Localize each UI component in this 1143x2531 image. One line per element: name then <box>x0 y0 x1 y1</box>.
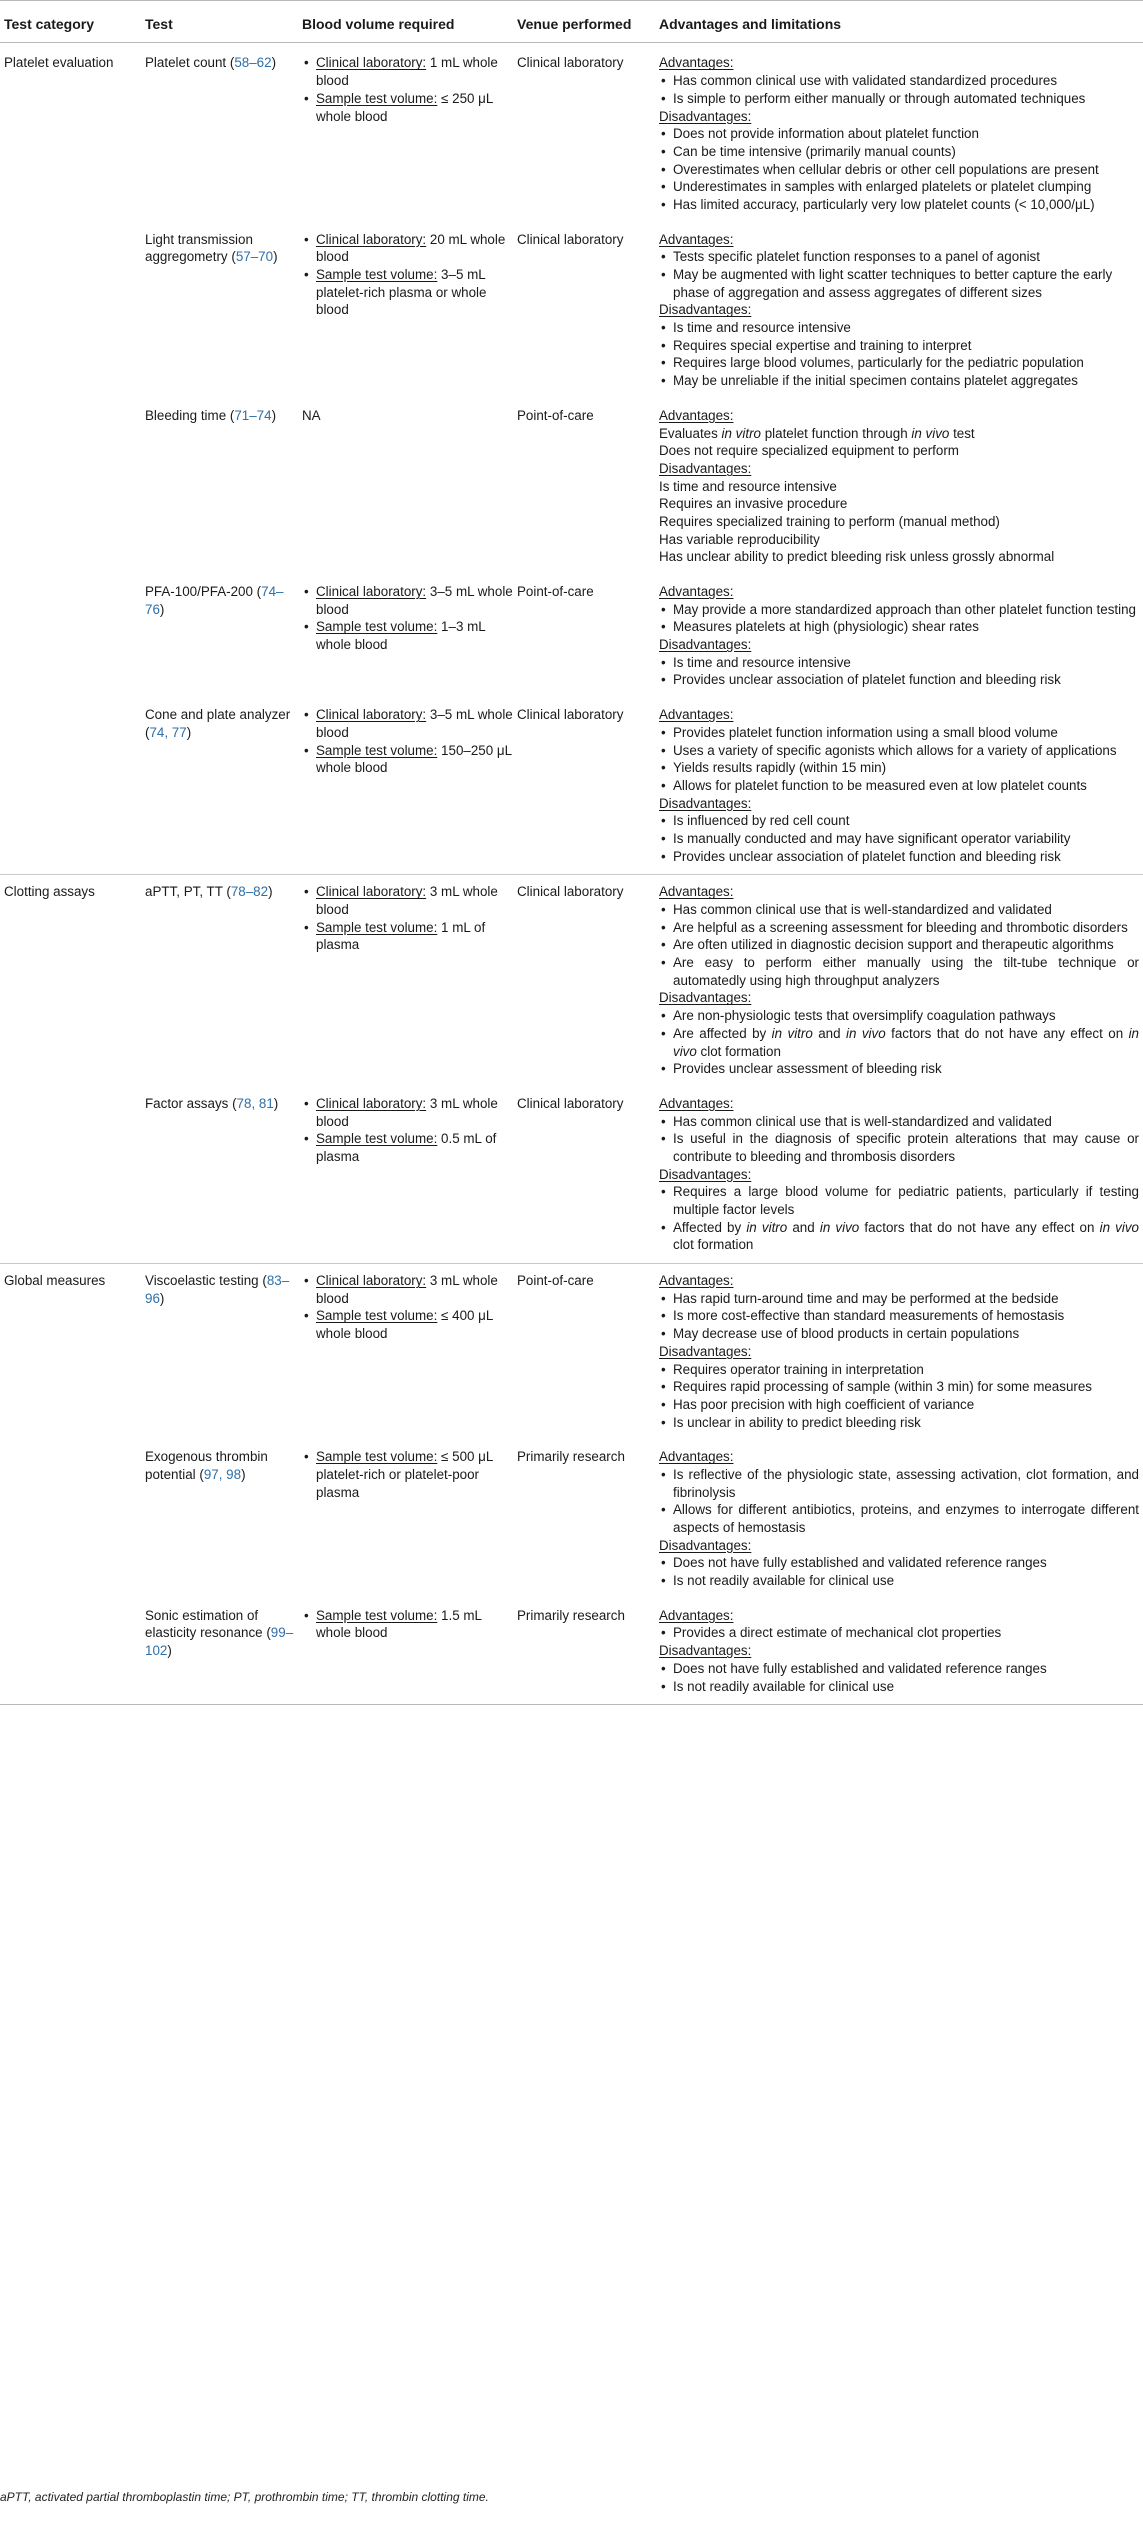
list-item: Is time and resource intensive <box>659 478 837 494</box>
list-item <box>302 231 517 266</box>
blood-volume-label: Clinical laboratory: <box>316 584 427 600</box>
blood-volume-na: NA <box>302 407 321 423</box>
reference-link[interactable]: 74, 77 <box>149 724 187 740</box>
table-row <box>0 43 1143 223</box>
blood-volume-value: 3 mL whole blood <box>316 1273 498 1306</box>
cell-test-category <box>0 875 145 1087</box>
blood-volume-label: Clinical laboratory: <box>316 707 427 723</box>
advantages-list <box>659 1624 1143 1642</box>
list-item <box>302 1095 517 1130</box>
list-item: • Has common clinical use that is well-standardized and validated <box>659 901 1143 919</box>
list-item: • Is unclear in ability to predict bleeding risk <box>659 1414 1143 1432</box>
cell-test-category <box>0 1264 145 1441</box>
venue-text: Point-of-care <box>517 407 594 423</box>
list-item: • Provides unclear association of platelet function and bleeding risk <box>659 671 1143 689</box>
list-item: • Provides platelet function information using a small blood volume <box>659 724 1143 742</box>
table-row <box>0 1440 1143 1599</box>
test-name: PFA-100/PFA-200 <box>145 584 253 600</box>
disadvantages-heading: Disadvantages: <box>659 1166 752 1182</box>
list-item: • Is not readily available for clinical use <box>659 1572 1143 1590</box>
advantages-list <box>659 248 1143 301</box>
disadvantages-heading: Disadvantages: <box>659 302 752 318</box>
advantages-heading: Advantages: <box>659 407 734 423</box>
list-item: • Provides a direct estimate of mechanical clot properties <box>659 1624 1143 1642</box>
list-item: • Has limited accuracy, particularly very low platelet counts (< 10,000/μL) <box>659 196 1143 214</box>
table-row <box>0 1264 1143 1441</box>
cell-blood-volume <box>302 43 517 223</box>
list-item <box>302 54 517 89</box>
venue-text: Point-of-care <box>517 584 594 600</box>
list-item: • Are non-physiologic tests that oversimplify coagulation pathways <box>659 1007 1143 1025</box>
blood-volume-label: Sample test volume: <box>316 90 438 106</box>
list-item: • Requires operator training in interpretation <box>659 1361 1143 1379</box>
cell-test: Sonic estimation of elasticity resonance (99–102) <box>145 1599 302 1705</box>
venue-text: Clinical laboratory <box>517 884 624 900</box>
list-item: • Is reflective of the physiologic state, assessing activation, clot formation, and fibrinolysis <box>659 1466 1143 1501</box>
advantages-list <box>659 1113 1143 1166</box>
list-item: • Is simple to perform either manually or through automated techniques <box>659 90 1143 108</box>
reference-link[interactable]: 71–74 <box>234 407 272 423</box>
blood-volume-label: Sample test volume: <box>316 1131 438 1147</box>
blood-volume-value: 1 mL whole blood <box>316 55 498 89</box>
blood-volume-label: Sample test volume: <box>316 619 438 635</box>
list-item: • Requires rapid processing of sample (within 3 min) for some measures <box>659 1378 1143 1396</box>
cell-blood-volume <box>302 1087 517 1264</box>
disadvantages-heading: Disadvantages: <box>659 1537 752 1553</box>
cell-test-category <box>0 698 145 875</box>
list-item <box>302 90 517 125</box>
cell-advantages-limitations <box>659 1440 1143 1599</box>
table-body <box>0 43 1143 1705</box>
list-item: • May provide a more standardized approach than other platelet function testing <box>659 601 1143 619</box>
list-item: • Yields results rapidly (within 15 min) <box>659 759 1143 777</box>
list-item: • Has common clinical use with validated standardized procedures <box>659 72 1143 90</box>
test-name: Viscoelastic testing <box>145 1273 259 1289</box>
test-category-text: Clotting assays <box>4 884 95 900</box>
cell-blood-volume <box>302 399 517 575</box>
blood-volume-list <box>302 1448 517 1501</box>
list-item: • Can be time intensive (primarily manual counts) <box>659 143 1143 161</box>
cell-test-category <box>0 575 145 698</box>
list-item: Has unclear ability to predict bleeding risk unless grossly abnormal <box>659 549 1055 565</box>
blood-volume-value: 3–5 mL whole blood <box>316 584 513 617</box>
reference-link[interactable]: 78, 81 <box>236 1095 274 1111</box>
blood-volume-value: ≤ 250 μL whole blood <box>316 90 493 124</box>
cell-test: Light transmission aggregometry (57–70) <box>145 231 278 265</box>
advantages-heading: Advantages: <box>659 1449 734 1465</box>
cell-blood-volume <box>302 1440 517 1599</box>
blood-volume-list <box>302 706 517 777</box>
blood-volume-list <box>302 1095 517 1166</box>
cell-venue <box>517 875 659 1087</box>
list-item: • Is not readily available for clinical use <box>659 1678 1143 1696</box>
reference-link[interactable]: 97, 98 <box>203 1466 242 1482</box>
advantages-heading: Advantages: <box>659 707 734 723</box>
reference-link[interactable]: 83–96 <box>145 1273 290 1306</box>
blood-volume-label: Sample test volume: <box>316 1607 438 1623</box>
disadvantages-list <box>659 1660 1143 1695</box>
list-item: Requires an invasive procedure <box>659 496 848 512</box>
list-item: • Underestimates in samples with enlarged platelets or platelet clumping <box>659 178 1143 196</box>
blood-volume-value: ≤ 500 μL platelet-rich or platelet-poor plasma <box>316 1449 493 1500</box>
cell-venue <box>517 223 659 399</box>
list-item: • Does not have fully established and validated reference ranges <box>659 1554 1143 1572</box>
blood-volume-label: Clinical laboratory: <box>316 1095 427 1111</box>
venue-text: Primarily research <box>517 1449 625 1465</box>
disadvantages-list <box>659 125 1143 213</box>
blood-volume-label: Sample test volume: <box>316 919 438 935</box>
disadvantages-list <box>659 1361 1143 1432</box>
test-name: aPTT, PT, TT <box>145 884 223 900</box>
advantages-list <box>659 724 1143 795</box>
list-item <box>302 1130 517 1165</box>
advantages-list <box>659 601 1143 636</box>
cell-test-category <box>0 1440 145 1599</box>
blood-volume-list <box>302 1607 517 1642</box>
disadvantages-list <box>659 478 1143 566</box>
cell-advantages-limitations <box>659 698 1143 875</box>
disadvantages-heading: Disadvantages: <box>659 460 752 476</box>
table-row <box>0 1087 1143 1264</box>
test-name: Exogenous thrombin potential <box>145 1449 268 1482</box>
list-item: • Is useful in the diagnosis of specific protein alterations that may cause or contribute to bleeding and thrombosis disorders <box>659 1130 1143 1165</box>
cell-venue <box>517 43 659 223</box>
header-test-category: Test category <box>0 1 145 43</box>
blood-volume-label: Clinical laboratory: <box>316 55 427 71</box>
blood-volume-value: 3–5 mL platelet-rich plasma or whole blood <box>316 267 487 318</box>
disadvantages-heading: Disadvantages: <box>659 795 752 811</box>
cell-test-category <box>0 43 145 223</box>
test-name: Bleeding time <box>145 407 227 423</box>
cell-venue <box>517 1264 659 1441</box>
list-item: • Requires a large blood volume for pediatric patients, particularly if testing multiple factor levels <box>659 1183 1143 1218</box>
list-item: • Does not provide information about platelet function <box>659 125 1143 143</box>
venue-text: Clinical laboratory <box>517 231 624 247</box>
cell-test: Platelet count (58–62) <box>145 55 277 71</box>
cell-test-category <box>0 1599 145 1705</box>
test-name: Platelet count <box>145 55 227 71</box>
list-item: • May be unreliable if the initial specimen contains platelet aggregates <box>659 372 1143 390</box>
disadvantages-list <box>659 1554 1143 1589</box>
blood-volume-value: ≤ 400 μL whole blood <box>316 1308 493 1342</box>
list-item: • Is time and resource intensive <box>659 319 1143 337</box>
test-name: Factor assays <box>145 1095 229 1111</box>
blood-volume-list <box>302 54 517 125</box>
blood-volume-list <box>302 883 517 954</box>
disadvantages-heading: Disadvantages: <box>659 637 752 653</box>
cell-venue <box>517 698 659 875</box>
cell-advantages-limitations <box>659 1264 1143 1441</box>
header-advantages-limitations: Advantages and limitations <box>659 1 1143 43</box>
blood-volume-label: Sample test volume: <box>316 267 438 283</box>
test-name: Sonic estimation of elasticity resonance <box>145 1607 263 1641</box>
disadvantages-heading: Disadvantages: <box>659 990 752 1006</box>
blood-volume-value: 1.5 mL whole blood <box>316 1607 482 1641</box>
table-row <box>0 698 1143 875</box>
advantages-heading: Advantages: <box>659 1607 734 1623</box>
advantages-heading: Advantages: <box>659 231 734 247</box>
list-item <box>302 266 517 319</box>
table-header-row <box>0 1 1143 43</box>
advantages-list <box>659 1290 1143 1343</box>
disadvantages-list <box>659 319 1143 390</box>
list-item: • Provides unclear association of platelet function and bleeding risk <box>659 848 1143 866</box>
cell-advantages-limitations <box>659 575 1143 698</box>
blood-volume-value: 3–5 mL whole blood <box>316 707 513 740</box>
header-venue: Venue performed <box>517 1 659 43</box>
cell-test-category <box>0 223 145 399</box>
header-test: Test <box>145 1 302 43</box>
advantages-list <box>659 1466 1143 1537</box>
venue-text: Primarily research <box>517 1607 625 1623</box>
reference-link[interactable]: 58–62 <box>234 55 272 71</box>
cell-venue <box>517 1087 659 1264</box>
list-item <box>302 583 517 618</box>
list-item: • Are easy to perform either manually using the tilt-tube technique or automatedly using high throughput analyzers <box>659 954 1143 989</box>
blood-volume-value: 0.5 mL of plasma <box>316 1131 497 1164</box>
cell-advantages-limitations <box>659 875 1143 1087</box>
reference-link[interactable]: 99–102 <box>145 1625 294 1659</box>
cell-venue <box>517 399 659 575</box>
list-item: • Allows for platelet function to be measured even at low platelet counts <box>659 777 1143 795</box>
disadvantages-heading: Disadvantages: <box>659 1343 752 1359</box>
cell-advantages-limitations <box>659 1599 1143 1705</box>
advantages-heading: Advantages: <box>659 1273 734 1289</box>
list-item: Requires specialized training to perform (manual method) <box>659 513 1000 529</box>
blood-volume-label: Clinical laboratory: <box>316 1273 427 1289</box>
cell-venue <box>517 575 659 698</box>
list-item: • May be augmented with light scatter techniques to better capture the early phase of aggregation and assess aggregates of different sizes <box>659 266 1143 301</box>
reference-link[interactable]: 78–82 <box>230 884 269 900</box>
blood-volume-label: Sample test volume: <box>316 742 438 758</box>
cell-blood-volume <box>302 875 517 1087</box>
list-item: • Is time and resource intensive <box>659 654 1143 672</box>
blood-volume-list <box>302 231 517 319</box>
table-row <box>0 875 1143 1087</box>
venue-text: Clinical laboratory <box>517 1095 624 1111</box>
advantages-list <box>659 901 1143 989</box>
cell-test: Viscoelastic testing (83–96) <box>145 1264 302 1441</box>
list-item: • Are helpful as a screening assessment for bleeding and thrombotic disorders <box>659 919 1143 937</box>
list-item: • Does not have fully established and validated reference ranges <box>659 1660 1143 1678</box>
blood-volume-label: Clinical laboratory: <box>316 231 427 247</box>
cell-advantages-limitations <box>659 399 1143 575</box>
disadvantages-list <box>659 654 1143 689</box>
blood-volume-label: Clinical laboratory: <box>316 884 427 900</box>
list-item: • Has poor precision with high coefficient of variance <box>659 1396 1143 1414</box>
list-item: • May decrease use of blood products in certain populations <box>659 1325 1143 1343</box>
list-item <box>302 618 517 653</box>
list-item: • Allows for different antibiotics, proteins, and enzymes to interrogate different aspects of hemostasis <box>659 1501 1143 1536</box>
list-item: • Has common clinical use that is well-standardized and validated <box>659 1113 1143 1131</box>
list-item: • Is manually conducted and may have significant operator variability <box>659 830 1143 848</box>
cell-blood-volume <box>302 1264 517 1441</box>
table-row <box>0 1599 1143 1705</box>
cell-blood-volume <box>302 575 517 698</box>
list-item: • Is more cost-effective than standard measurements of hemostasis <box>659 1307 1143 1325</box>
cell-test: PFA-100/PFA-200 (74–76) <box>145 584 284 617</box>
venue-text: Clinical laboratory <box>517 55 624 71</box>
list-item <box>302 919 517 954</box>
list-item: • Tests specific platelet function responses to a panel of agonist <box>659 248 1143 266</box>
test-category-text: Platelet evaluation <box>4 55 114 71</box>
disadvantages-heading: Disadvantages: <box>659 1643 752 1659</box>
list-item <box>302 706 517 741</box>
list-item: • Affected by in vitro and in vivo factors that do not have any effect on in vivo clot formation <box>659 1219 1143 1254</box>
list-item: • Requires special expertise and training to interpret <box>659 337 1143 355</box>
test-category-text: Global measures <box>4 1273 106 1289</box>
header-blood-volume: Blood volume required <box>302 1 517 43</box>
venue-text: Point-of-care <box>517 1273 594 1289</box>
list-item: Has variable reproducibility <box>659 531 820 547</box>
list-item: • Requires large blood volumes, particularly for the pediatric population <box>659 354 1143 372</box>
cell-test: aPTT, PT, TT (78–82) <box>145 875 302 1087</box>
cell-test-category <box>0 399 145 575</box>
disadvantages-heading: Disadvantages: <box>659 108 752 124</box>
list-item <box>302 1448 517 1501</box>
cell-test: Exogenous thrombin potential (97, 98) <box>145 1449 268 1482</box>
blood-volume-value: 3 mL whole blood <box>316 1095 498 1129</box>
cell-advantages-limitations <box>659 1087 1143 1264</box>
advantages-heading: Advantages: <box>659 884 734 900</box>
list-item: • Uses a variety of specific agonists which allows for a variety of applications <box>659 742 1143 760</box>
venue-text: Clinical laboratory <box>517 707 624 723</box>
list-item: • Provides unclear assessment of bleeding risk <box>659 1060 1143 1078</box>
blood-volume-value: 20 mL whole blood <box>316 231 506 265</box>
blood-volume-value: 3 mL whole blood <box>316 884 498 918</box>
blood-volume-value: 150–250 μL whole blood <box>316 742 512 776</box>
disadvantages-list <box>659 812 1143 865</box>
blood-volume-label: Sample test volume: <box>316 1449 438 1465</box>
list-item <box>302 1607 517 1642</box>
list-item: • Overestimates when cellular debris or other cell populations are present <box>659 161 1143 179</box>
list-item <box>302 1272 517 1307</box>
cell-blood-volume <box>302 698 517 875</box>
advantages-heading: Advantages: <box>659 584 734 600</box>
reference-link[interactable]: 57–70 <box>235 249 274 265</box>
cell-test: Factor assays (78, 81) <box>145 1095 279 1111</box>
cell-venue <box>517 1440 659 1599</box>
blood-volume-list <box>302 583 517 654</box>
cell-blood-volume <box>302 1599 517 1705</box>
list-item <box>302 883 517 918</box>
test-name: Light transmission aggregometry <box>145 231 253 265</box>
list-item: • Are often utilized in diagnostic decision support and therapeutic algorithms <box>659 936 1143 954</box>
blood-volume-label: Sample test volume: <box>316 1308 438 1324</box>
advantages-list <box>659 425 1143 460</box>
cell-test: Cone and plate analyzer (74, 77) <box>145 707 291 740</box>
blood-volume-value: 1 mL of plasma <box>316 919 486 953</box>
cell-test-category <box>0 1087 145 1264</box>
disadvantages-list <box>659 1007 1143 1078</box>
list-item <box>302 1307 517 1342</box>
reference-link[interactable]: 74–76 <box>145 584 284 617</box>
table-row <box>0 223 1143 399</box>
table-footnote: aPTT, activated partial thromboplastin time; PT, prothrombin time; TT, thrombin clotting time. <box>0 2490 489 2504</box>
advantages-list <box>659 72 1143 107</box>
blood-volume-list <box>302 1272 517 1343</box>
list-item: • Are affected by in vitro and in vivo factors that do not have any effect on in vivo clot formation <box>659 1025 1143 1060</box>
disadvantages-list <box>659 1183 1143 1254</box>
cell-venue <box>517 1599 659 1705</box>
list-item: Evaluates in vitro platelet function through in vivo test <box>659 425 975 441</box>
list-item: • Measures platelets at high (physiologic) shear rates <box>659 618 1143 636</box>
cell-test: Bleeding time (71–74) <box>145 407 277 423</box>
list-item <box>302 742 517 777</box>
table-row <box>0 399 1143 575</box>
advantages-heading: Advantages: <box>659 55 734 71</box>
advantages-heading: Advantages: <box>659 1095 734 1111</box>
table-row <box>0 575 1143 698</box>
list-item: Does not require specialized equipment to perform <box>659 443 959 459</box>
list-item: • Has rapid turn-around time and may be performed at the bedside <box>659 1290 1143 1308</box>
test-name: Cone and plate analyzer <box>145 707 291 723</box>
list-item: • Is influenced by red cell count <box>659 812 1143 830</box>
blood-volume-value: 1–3 mL whole blood <box>316 619 486 653</box>
cell-blood-volume <box>302 223 517 399</box>
cell-advantages-limitations <box>659 43 1143 223</box>
cell-advantages-limitations <box>659 223 1143 399</box>
